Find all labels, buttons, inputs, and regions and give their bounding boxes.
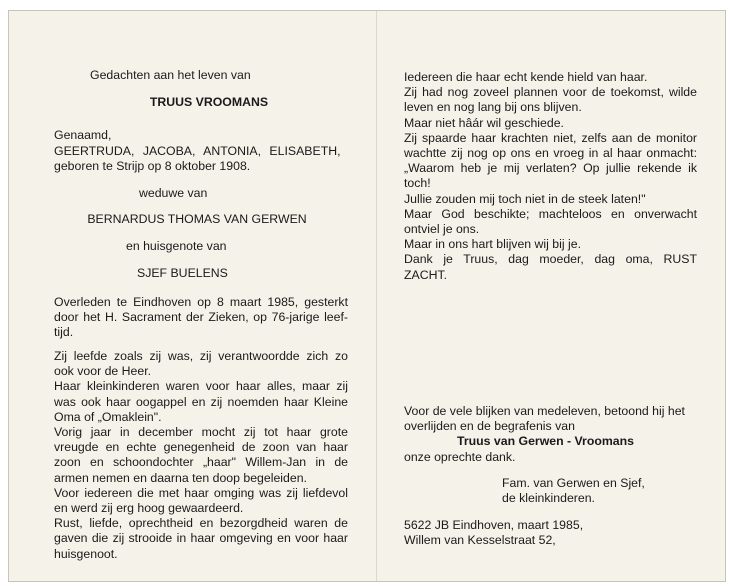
poem-line: Zij spaarde haar krachten niet, zelfs aan de monitor (404, 130, 697, 145)
thanks-deceased-name: Truus van Gerwen - Vroomans (457, 434, 634, 449)
address-line-1: 5622 JB Eindhoven, maart 1985, (404, 518, 584, 532)
tribute-line: Voor iedereen die met haar omging was zij liefdevol (54, 485, 348, 500)
card-fold-line (376, 11, 377, 581)
tribute-line: Rust, liefde, oprechtheid en bezorgdheid waren de (54, 516, 348, 531)
poem-line: Maar God beschikte; machteloos en onverwacht (404, 206, 697, 221)
memorial-card (8, 10, 726, 582)
second-husband-name: SJEF BUELENS (137, 266, 228, 280)
death-line: door het H. Sacrament der Zieken, op 76-jarige leef- (54, 310, 348, 325)
tribute-line: en werd zij erg hoog gewaardeerd. (54, 501, 244, 516)
intro-text: Gedachten aan het leven van (90, 68, 251, 82)
full-names: GEERTRUDA, JACOBA, ANTONIA, ELISABETH, (54, 144, 341, 158)
spouse-of-label: en huisgenote van (126, 239, 227, 253)
first-husband-name: BERNARDUS THOMAS VAN GERWEN (87, 212, 307, 226)
thanks-paragraph (404, 404, 685, 465)
widow-of-label: weduwe van (139, 186, 208, 200)
family-signature: Fam. van Gerwen en Sjef, (502, 476, 645, 490)
poem-line: ontviel je ons. (404, 222, 480, 237)
poem-line: Maar niet hâár wil geschiede. (404, 115, 564, 130)
poem-line: wachtte zij nog op ons en vroeg in al haar onmacht: (404, 146, 697, 161)
death-line: Overleden te Eindhoven op 8 maart 1985, gesterkt (54, 295, 348, 309)
tribute-line: Oma of „Omaklein". (54, 409, 162, 424)
tribute-line: vreugde en echte genegenheid de zoon van haar (54, 440, 348, 455)
tribute-line: gaven die zij strooide in haar omgeving en voor haar (54, 531, 348, 546)
poem-line: Maar in ons hart blijven wij bij je. (404, 237, 582, 252)
tribute-line: Vorig jaar in december mocht zij tot haar grote (54, 425, 348, 440)
death-notice (54, 295, 348, 341)
tribute-line: was ook haar oogappel en zij noemden haar Kleine (54, 394, 348, 409)
poem-line: toch! (404, 176, 431, 191)
poem-line: Zij had nog zoveel plannen voor de toekomst, wilde (404, 85, 697, 100)
grandchildren-signature: de kleinkinderen. (502, 491, 595, 505)
thanks-closing: onze oprechte dank. (404, 449, 516, 464)
tribute-line: huisgenoot. (54, 546, 118, 561)
thanks-line: overlijden en de begrafenis van (404, 419, 575, 434)
thanks-line: Voor de vele blijken van medeleven, betoond hij het (404, 404, 685, 418)
poem-line: Jullie zouden mij toch niet in de steek laten!" (404, 191, 646, 206)
birth-info: geboren te Strijp op 8 oktober 1908. (54, 159, 251, 173)
tribute-line: Haar kleinkinderen waren voor haar alles, maar zij (54, 379, 348, 394)
address-line-2: Willem van Kesselstraat 52, (404, 533, 556, 547)
poem-paragraph (404, 70, 697, 283)
aka-label: Genaamd, (54, 128, 112, 142)
poem-line: „Waarom heb je mij verlaten? Op jullie rekende ik (404, 161, 697, 176)
tribute-line: ook voor de Heer. (54, 364, 152, 379)
poem-line: leven en nog lang bij ons blijven. (404, 100, 582, 115)
poem-line: Dank je Truus, dag moeder, dag oma, RUST (404, 252, 697, 267)
deceased-name: TRUUS VROOMANS (149, 95, 269, 109)
poem-line: ZACHT. (404, 267, 448, 282)
tribute-line: zoon en schoondochter „haar" Willem-Jan in de (54, 455, 348, 470)
poem-line: Iedereen die haar echt kende hield van haar. (404, 70, 648, 84)
tribute-line: Zij leefde zoals zij was, zij verantwoordde zich zo (54, 349, 348, 363)
death-line: tijd. (54, 325, 74, 340)
tribute-line: armen nemen en daarna ten doop begeleiden. (54, 470, 307, 485)
tribute-paragraph (54, 349, 348, 562)
